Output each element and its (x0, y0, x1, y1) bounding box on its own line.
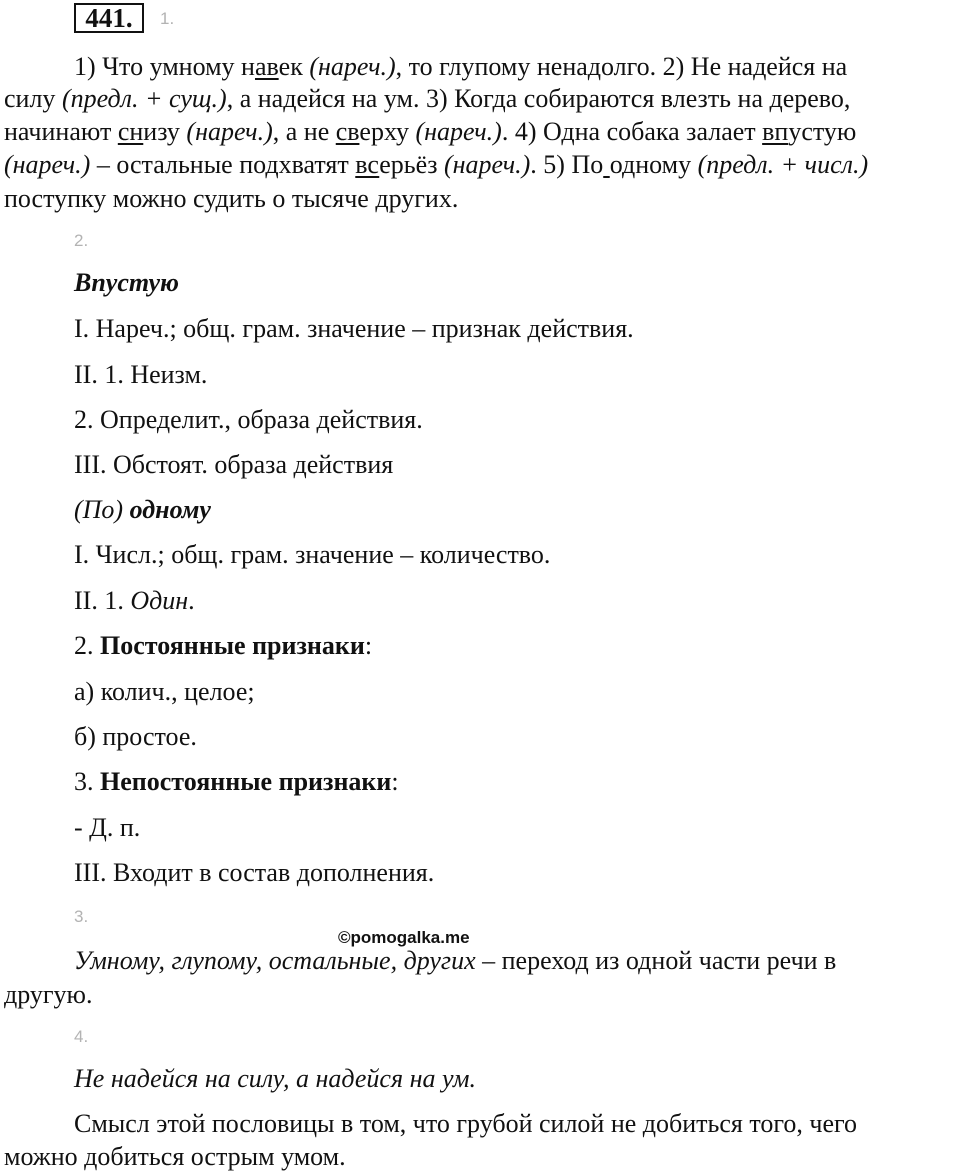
analysis1-line-3: 2. Определит., образа действия. (74, 405, 423, 434)
analysis2-line-8: III. Входит в состав дополнения. (74, 858, 435, 887)
analysis2-line-7: - Д. п. (74, 813, 141, 842)
task4-line-2: можно добиться острым умом. (4, 1142, 346, 1171)
task-label-3: 3. (74, 907, 89, 926)
task-label-4: 4. (74, 1027, 89, 1046)
analysis2-line-4: а) колич., целое; (74, 677, 255, 706)
proverb: Не надейся на силу, а надейся на ум. (74, 1064, 476, 1093)
analysis2-line-2: II. 1. Один. (74, 586, 195, 615)
analysis1-line-2: II. 1. Неизм. (74, 360, 208, 389)
watermark: ©pomogalka.me (338, 928, 470, 947)
task3-line-2: другую. (4, 980, 93, 1009)
analysis2-line-6: 3. Непостоянные признаки: (74, 767, 399, 796)
analysis2-line-3: 2. Постоянные признаки: (74, 631, 373, 660)
analysis2-line-1: I. Числ.; общ. грам. значение – количество. (74, 540, 551, 569)
task4-line-1: Смысл этой пословицы в том, что грубой силой не добиться того, чего (74, 1109, 858, 1138)
task3-line-1: Умному, глупому, остальные, других – переход из одной части речи в (74, 946, 837, 975)
analysis1-line-4: III. Обстоят. образа действия (74, 450, 394, 479)
task1-line-5: поступку можно судить о тысяче других. (4, 184, 459, 213)
task1-line-1: 1) Что умному навек (нареч.), то глупому ненадолго. 2) Не надейся на (74, 52, 848, 81)
task1-line-2: силу (предл. + сущ.), а надейся на ум. 3) Когда собираются влезть на дерево, (4, 84, 851, 113)
analysis-word-1: Впустую (74, 268, 179, 297)
exercise-number: 441. (74, 3, 144, 33)
analysis2-line-5: б) простое. (74, 722, 197, 751)
task-label-1: 1. (160, 9, 175, 28)
task1-line-3: начинают снизу (нареч.), а не сверху (нареч.). 4) Одна собака залает впустую (4, 117, 857, 146)
task1-line-4: (нареч.) – остальные подхватят всерьёз (нареч.). 5) По одному (предл. + числ.) (4, 150, 869, 179)
task-label-2: 2. (74, 231, 89, 250)
analysis1-line-1: I. Нареч.; общ. грам. значение – признак действия. (74, 314, 634, 343)
analysis-word-2: (По) одному (74, 495, 211, 524)
